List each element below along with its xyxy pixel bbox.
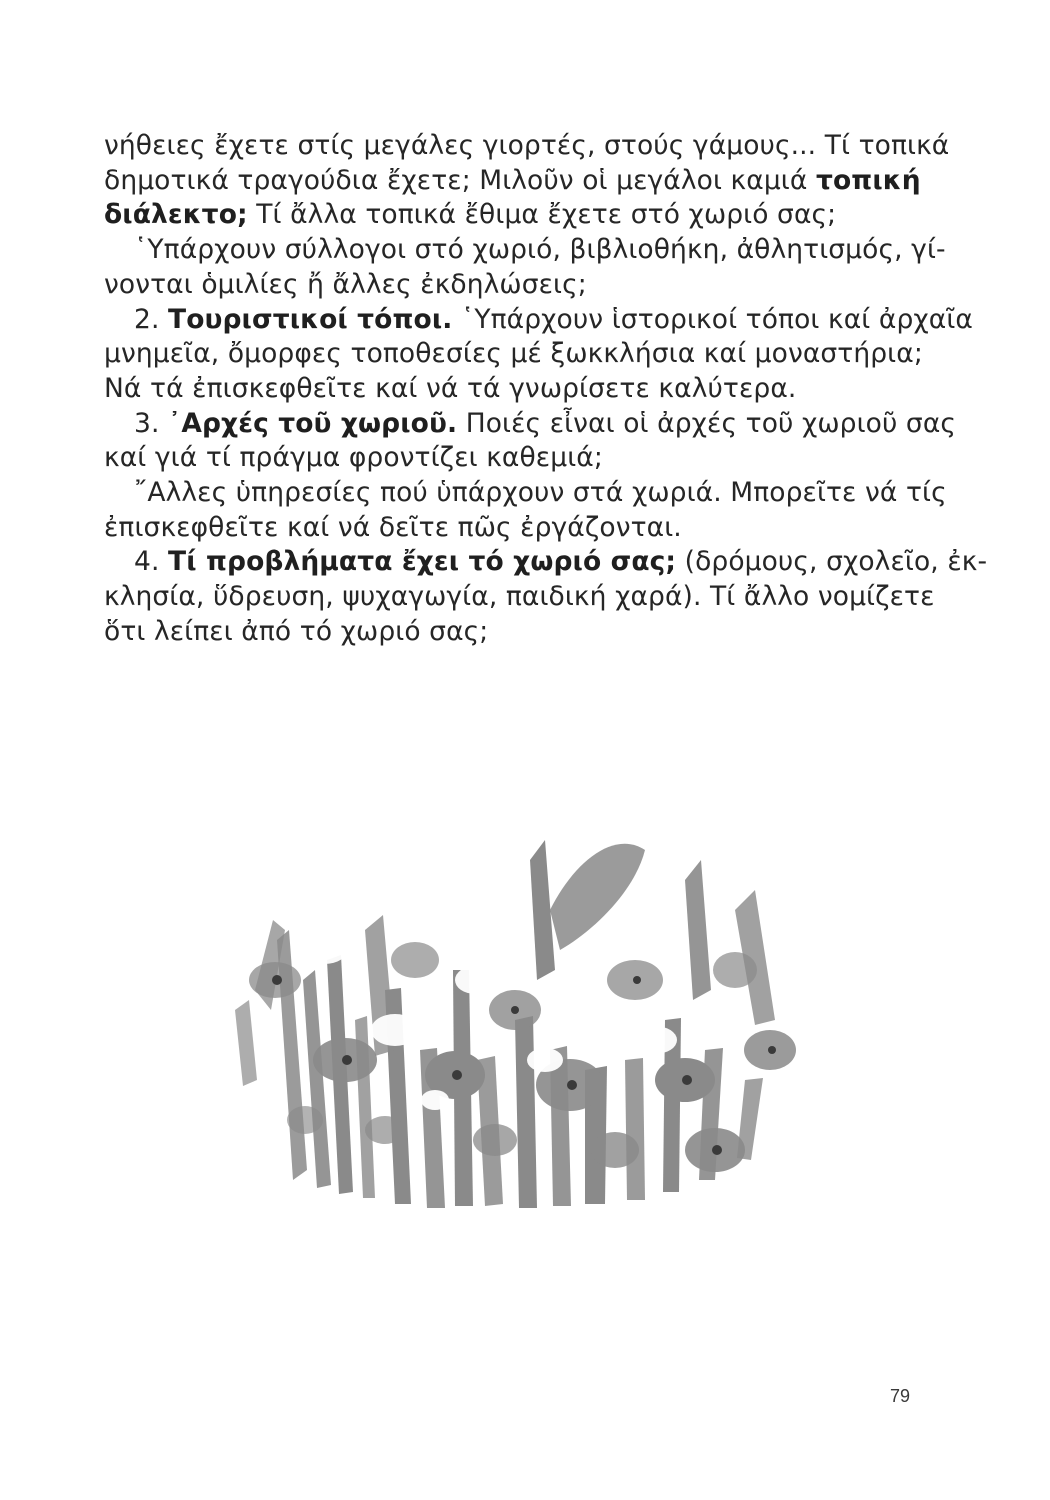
item-heading: Τουριστικοί τόποι. — [168, 303, 453, 335]
text-run: ῾Υπάρχουν ἱστορικοί τόποι καί ἀρχαῖα — [460, 303, 973, 335]
text-line: κλησία, ὕδρευση, ψυχαγωγία, παιδική χαρά). Τί ἄλλο νομίζετε — [104, 581, 935, 613]
item-heading: ᾿Αρχές τοῦ χωριοῦ. — [168, 407, 458, 439]
text-line — [104, 198, 922, 233]
text-line: νονται ὁμιλίες ἤ ἄλλες ἐκδηλώσεις; — [104, 268, 587, 300]
text-line: ῾Υπάρχουν σύλλογοι στό χωριό, βιβλιοθήκη, ἀθλητισμός, γί- — [134, 234, 946, 266]
text-run: δημοτικά τραγούδια ἔχετε; Μιλοῦν οἱ μεγάλοι καμιά — [104, 164, 808, 196]
list-item-3 — [104, 407, 957, 442]
item-number: 3. — [134, 407, 160, 439]
text-line: ὅτι λείπει ἀπό τό χωριό σας; — [104, 615, 489, 647]
list-item-4 — [104, 545, 988, 580]
page-number: 79 — [890, 1386, 911, 1406]
flowers-illustration — [215, 820, 835, 1210]
text-line: ἐπισκεφθεῖτε καί νά δεῖτε πῶς ἐργάζονται. — [104, 511, 682, 543]
text-line: ῎Αλλες ὑπηρεσίες πού ὑπάρχουν στά χωριά. Μπορεῖτε νά τίς — [134, 477, 947, 509]
text-line: Νά τά ἐπισκεφθεῖτε καί νά τά γνωρίσετε καλύτερα. — [104, 372, 797, 404]
text-run: Ποιές εἶναι οἱ ἀρχές τοῦ χωριοῦ σας — [465, 407, 957, 439]
emphasis: διάλεκτο; — [104, 199, 248, 231]
text-line: νήθειες ἔχετε στίς μεγάλες γιορτές, στούς γάμους... Τί τοπικά — [104, 130, 950, 161]
body-text — [104, 129, 988, 650]
emphasis: τοπική — [815, 164, 921, 196]
text-line: μνημεῖα, ὄμορφες τοποθεσίες μέ ξωκκλήσια καί μοναστήρια; — [104, 338, 923, 370]
text-run: Τί ἄλλα τοπικά ἔθιμα ἔχετε στό χωριό σας; — [256, 199, 837, 231]
text-line — [104, 164, 922, 199]
item-number: 4. — [134, 546, 160, 578]
text-run: (δρόμους, σχολεῖο, ἐκ- — [684, 546, 988, 578]
item-heading: Τί προβλήματα ἔχει τό χωριό σας; — [168, 546, 677, 578]
item-number: 2. — [134, 303, 160, 335]
text-line: καί γιά τί πράγμα φροντίζει καθεμιά; — [104, 442, 603, 474]
list-item-2 — [104, 303, 973, 338]
